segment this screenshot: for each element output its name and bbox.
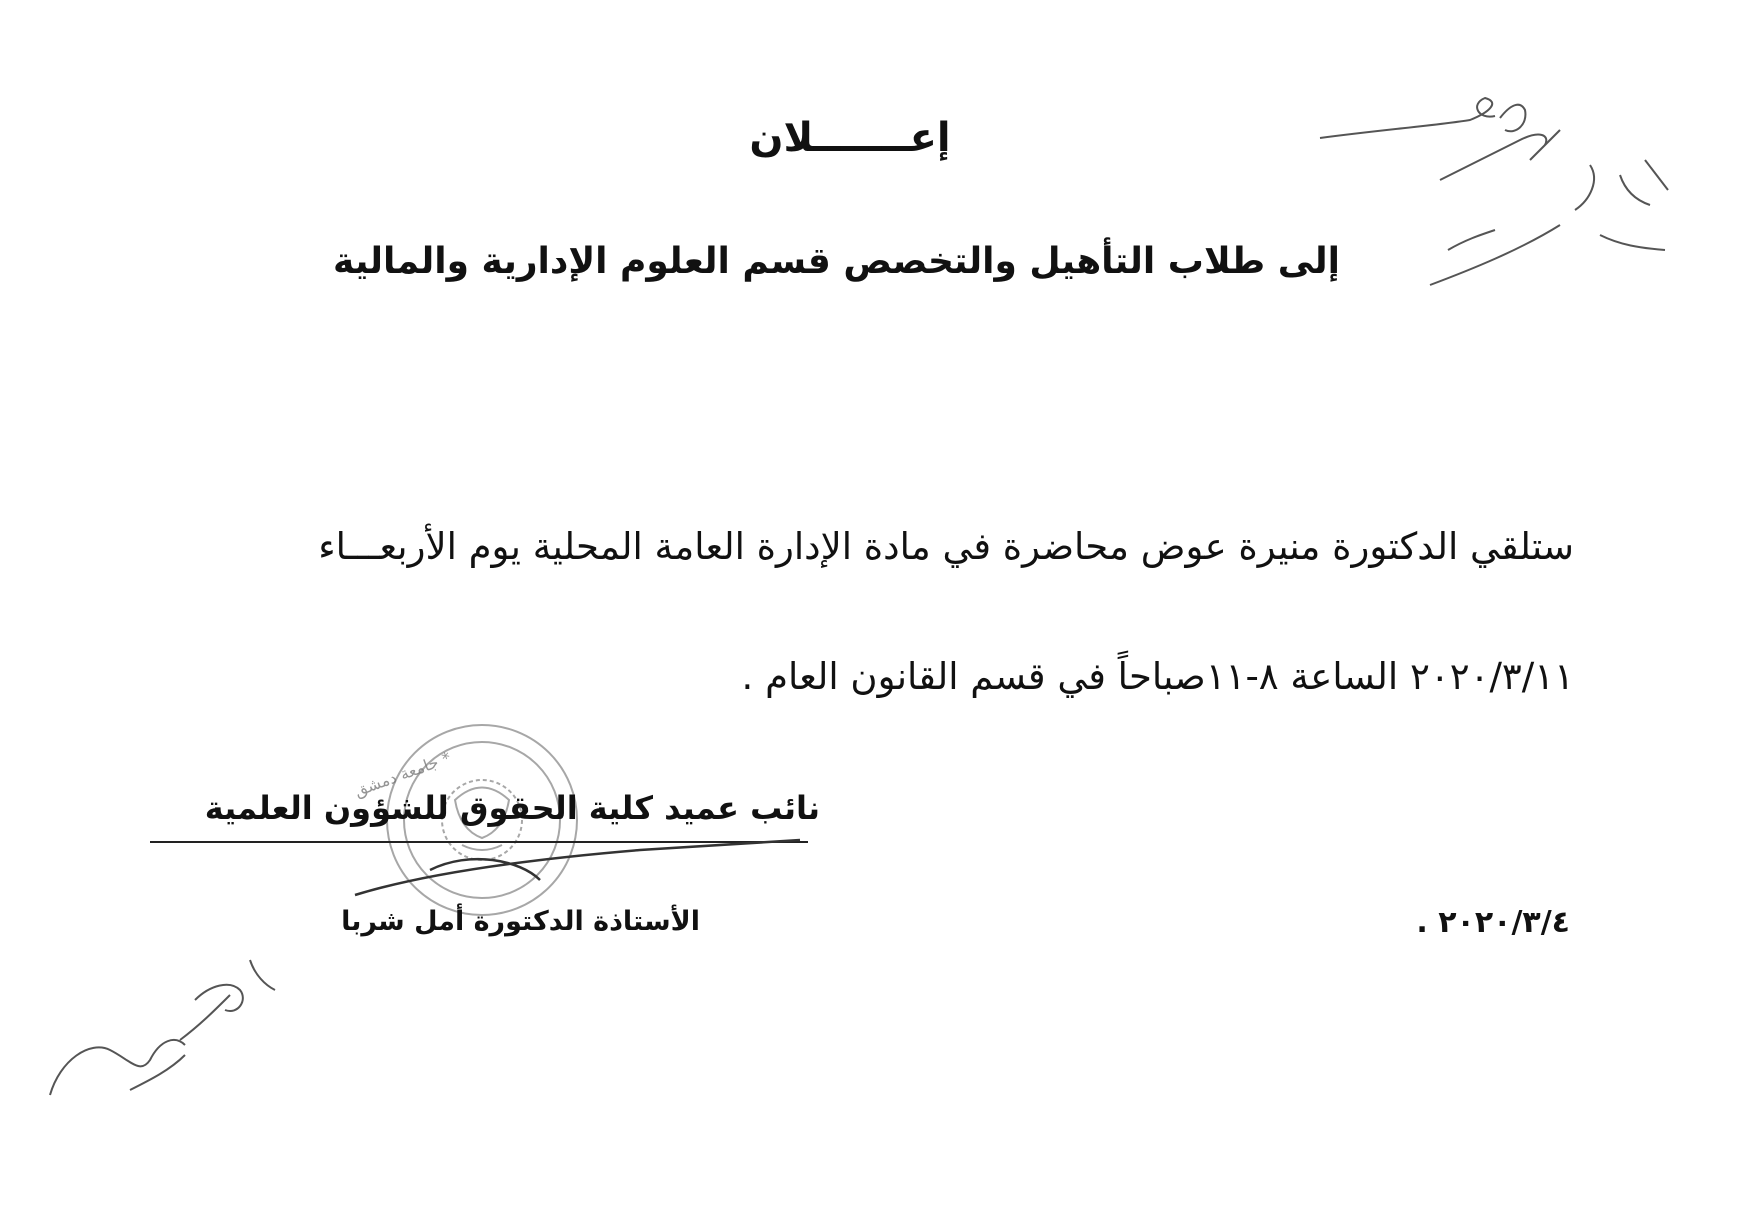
- svg-text:* جامعة دمشق: * جامعة دمشق: [351, 747, 454, 801]
- body-text-line-2: ٢٠٢٠/٣/١١ الساعة ٨-١١صباحاً في قسم القانون العام .: [741, 655, 1574, 698]
- announcement-subtitle: إلى طلاب التأهيل والتخصص قسم العلوم الإدارية والمالية: [333, 241, 1340, 282]
- body-text-line-1: ستلقي الدكتورة منيرة عوض محاضرة في مادة الإدارة العامة المحلية يوم الأربعـــاء: [318, 525, 1574, 568]
- handwritten-signature: [355, 840, 800, 895]
- announcement-title: إعـــــــلان: [749, 115, 951, 161]
- signatory-name: الأستاذة الدكتورة أمل شربا: [341, 906, 700, 937]
- issue-date: ٢٠٢٠/٣/٤ .: [1416, 905, 1570, 940]
- signatory-title: نائب عميد كلية الحقوق للشؤون العلمية: [204, 789, 820, 827]
- handwritten-note-bottom-left: [50, 960, 275, 1095]
- handwritten-note-top-right: [1320, 98, 1668, 285]
